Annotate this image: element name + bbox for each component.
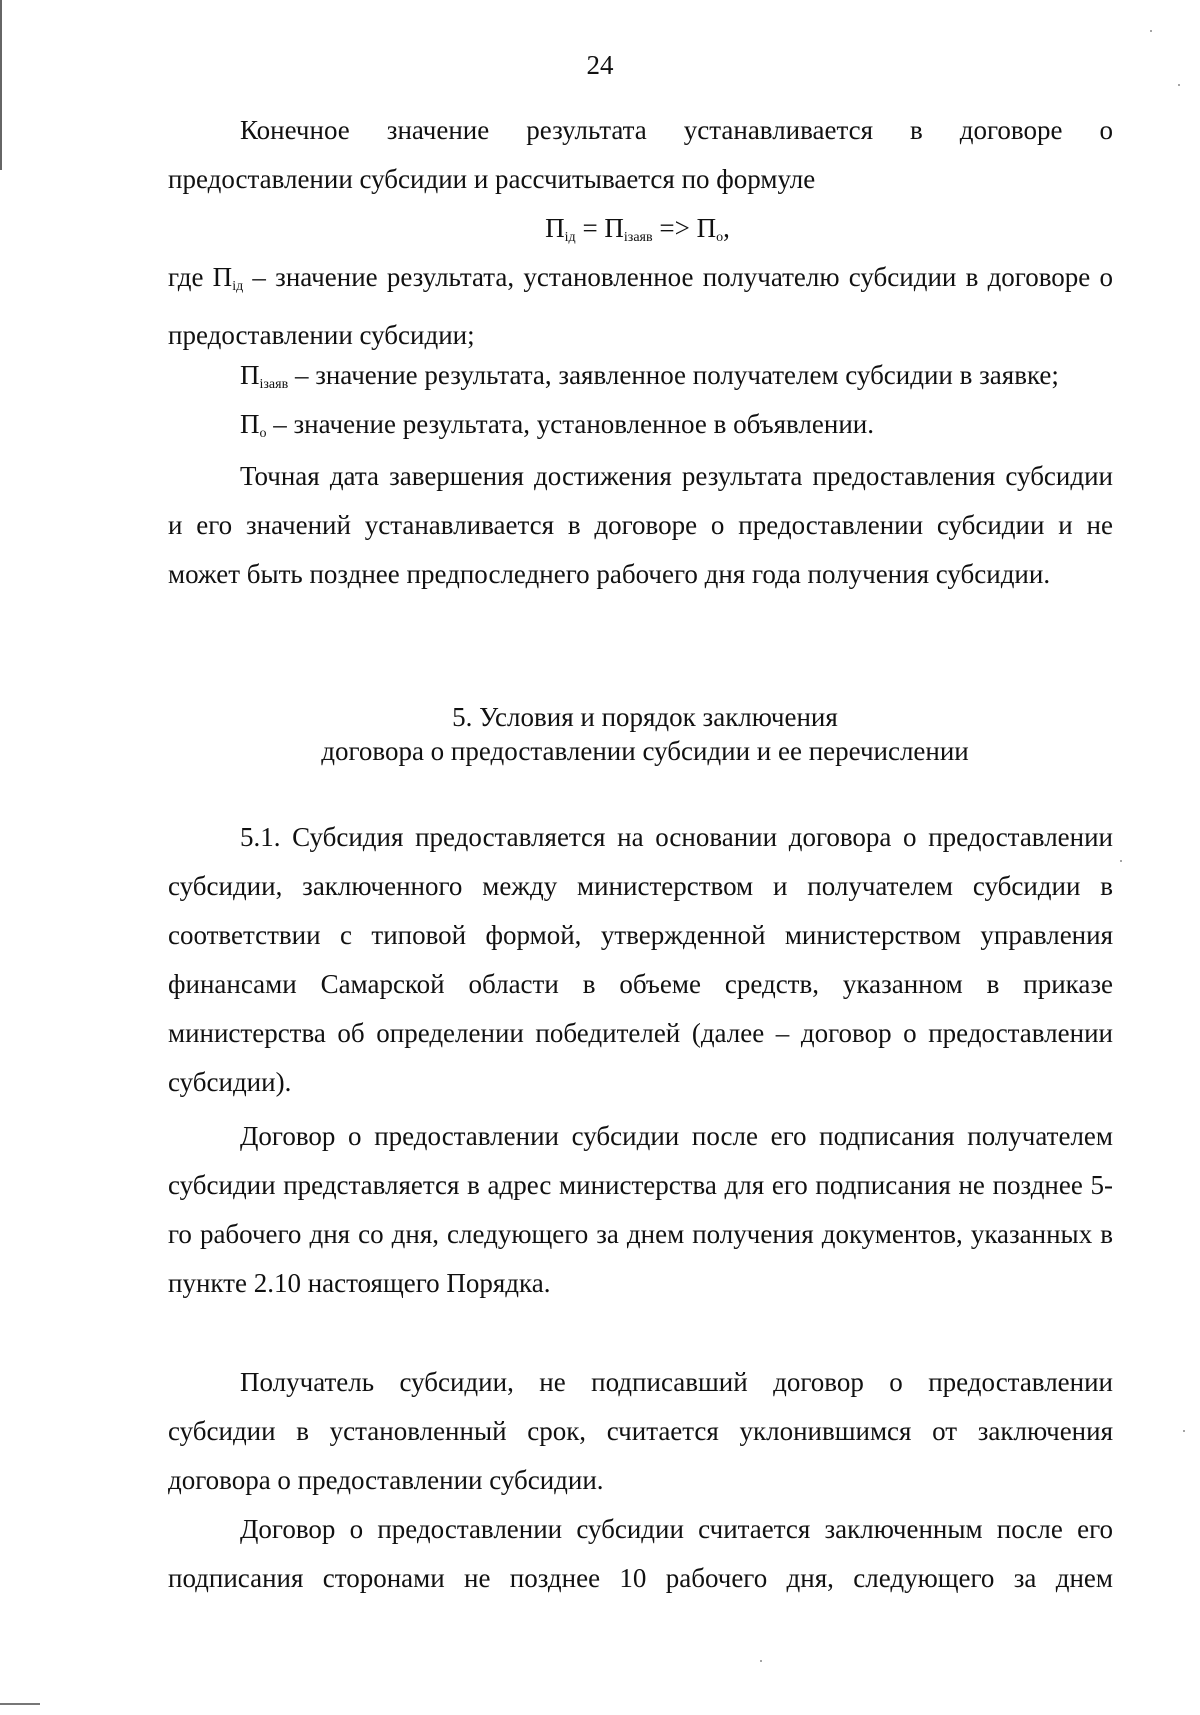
formula-definition-pizayav: $П_{iзаяв}$ – значение результата, заявленное получателем субсидии в заявке; — [240, 360, 1059, 392]
paragraph-conclusion: Договор о предоставлении субсидии считается заключенным после его подписания сторонами не позднее 10 рабочего дня, следующего за днем — [168, 1514, 1113, 1593]
scan-bottom-edge — [0, 1703, 40, 1715]
scan-speck — [1120, 860, 1122, 862]
scan-speck — [1178, 84, 1180, 86]
page-number: 24 — [586, 50, 614, 80]
section-heading — [0, 700, 1200, 768]
paragraph-evasion: Получатель субсидии, не подписавший договор о предоставлении субсидии в установленный срок, считается уклонившимся от заключения договора о предоставлении субсидии. — [168, 1367, 1113, 1495]
scan-speck — [1150, 30, 1152, 32]
paragraph-5-1: 5.1. Субсидия предоставляется на основании договора о предоставлении субсидии, заключенного между министерством и получателем субсидии в соответствии с типовой формой, утвержденной министерством управления финансами Самарской области в объеме средств, указанном в приказе министерства об определении победителей (далее – договор о предоставлении субсидии). — [168, 822, 1113, 1097]
section-heading-line-2: договора о предоставлении субсидии и ее перечислении — [321, 736, 969, 766]
scan-speck — [1183, 1430, 1185, 1432]
paragraph-signing: Договор о предоставлении субсидии после его подписания получателем субсидии представляется в адрес министерства для его подписания не позднее 5-го рабочего дня со дня, следующего за днем получения документов, указанных в пункте 2.10 настоящего Порядка. — [168, 1121, 1113, 1298]
scan-left-edge — [0, 0, 2, 170]
section-heading-line-1: 5. Условия и порядок заключения — [452, 702, 838, 732]
formula: $П_{iд} = П_{iзаяв} => П_о$, — [545, 213, 730, 245]
paragraph-result-value: Конечное значение результата устанавливается в договоре о предоставлении субсидии и рассчитывается по формуле — [168, 115, 1113, 194]
formula-definition-po: $П_о$ – значение результата, установленное в объявлении. — [240, 409, 874, 441]
paragraph-deadline: Точная дата завершения достижения результата предоставления субсидии и его значений устанавливается в договоре о предоставлении субсидии и не может быть позднее предпоследнего рабочего дня года получения субсидии. — [168, 461, 1113, 589]
scan-speck — [760, 1660, 762, 1662]
formula-definition-pid: где $П_{iд}$ – значение результата, установленное получателю субсидии в договоре о предоставлении субсидии; — [168, 262, 1113, 350]
